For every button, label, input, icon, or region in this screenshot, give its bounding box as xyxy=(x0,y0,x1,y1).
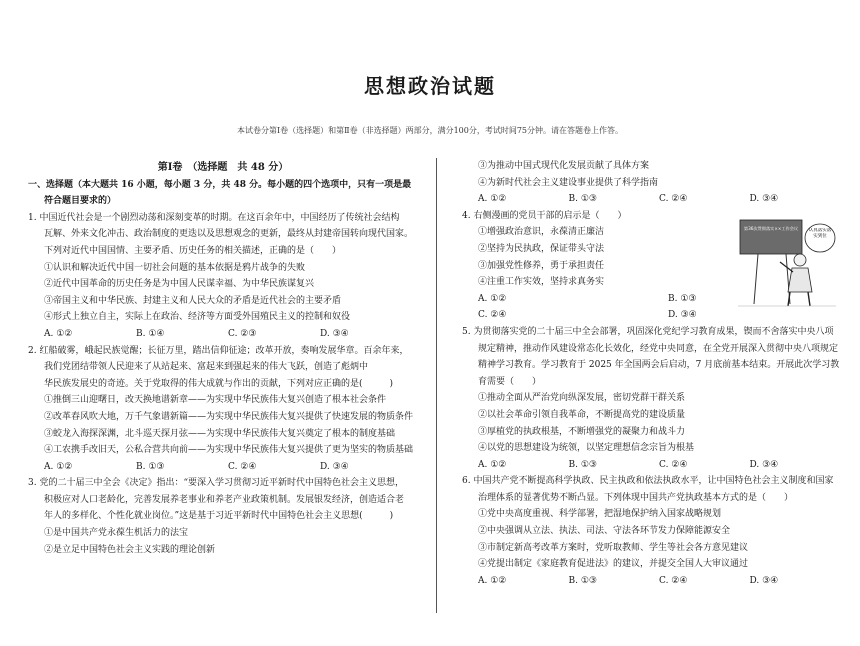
speaker-figure xyxy=(794,254,806,266)
question-stem: 育需要（ ） xyxy=(478,376,542,387)
question-5 xyxy=(462,324,840,473)
option-c: C. ②④ xyxy=(659,459,688,470)
question-stem: 华民族发展史的奇迹。关于党取得的伟大成就与作出的贡献，下列对应正确的是( ) xyxy=(44,378,394,389)
question-stem: 积极应对人口老龄化，完善发展养老事业和养老产业政策机制。发展银发经济，创造适合老 xyxy=(44,494,405,505)
option-a: A. ①② xyxy=(478,194,507,205)
statement-item: ①党中央高度重视、科学部署，把湿地保护纳入国家战略规划 xyxy=(478,509,722,520)
question-stem: 瓦解、外来文化冲击、政治制度的更迭以及思想观念的更新，最终从封建帝国转向现代国家。 xyxy=(44,229,414,240)
statement-item: ③帝国主义和中华民族、封建主义和人民大众的矛盾是近代社会的主要矛盾 xyxy=(44,295,342,306)
statement-item: ②中央强调从立法、执法、司法、守法各环节发力保障能源安全 xyxy=(478,526,731,537)
statement-item: ③厚植党的执政根基，不断增强党的凝聚力和战斗力 xyxy=(478,426,686,437)
statement-item: ③市制定新高考改革方案时，党听取教师、学生等社会各方意见建议 xyxy=(478,542,749,553)
left-column xyxy=(28,160,418,558)
statement-item: ④党提出制定《家庭教育促进法》的建议，并提交全国人大审议通过 xyxy=(478,559,749,570)
statement-item: ②坚持为民执政，保证带头守法 xyxy=(478,243,605,254)
question-stem: 5. 为贯彻落实党的二十届三中全会部署，巩固深化党纪学习教育成果，锲而不舍落实中央八项 xyxy=(462,326,834,337)
statement-item: ①推动全面从严治党向纵深发展，密切党群干群关系 xyxy=(478,393,686,404)
question-type-line: 符合题目要求的） xyxy=(44,196,117,207)
right-column xyxy=(462,158,840,589)
option-b: B. ①③ xyxy=(568,575,597,586)
answer-options xyxy=(462,307,840,324)
statement-item: ③加强党性修养，勇于承担责任 xyxy=(478,260,605,271)
question-type-line: 一、选择题（本大题共 16 小题，每小题 3 分，共 48 分。每小题的四个选项中，只有一项是最 xyxy=(28,179,412,190)
answer-options xyxy=(462,457,840,474)
statement-item: ②近代中国革命的历史任务是为中国人民谋幸福、为中华民族谋复兴 xyxy=(44,279,315,290)
statement-item: ④注重工作实效，坚持求真务实 xyxy=(478,277,605,288)
option-a: A. ①② xyxy=(478,293,507,304)
statement-item: ①增强政治意识，永葆清正廉洁 xyxy=(478,227,605,238)
option-b: B. ①④ xyxy=(136,328,165,339)
question-stem: 治理体系的显著优势不断凸显。下列体现中国共产党执政基本方式的是（ ） xyxy=(478,492,794,503)
statement-item: ②改革春风吹大地，万千气象谱新篇——为实现中华民族伟大复兴提供了快速发展的物质条件 xyxy=(44,411,414,422)
option-c: C. ②③ xyxy=(228,328,257,339)
question-stem: 6. 中国共产党不断提高科学执政、民主执政和依法执政水平，让中国特色社会主义制度和国家 xyxy=(462,476,834,487)
option-b: B. ①③ xyxy=(568,194,597,205)
option-a: A. ①② xyxy=(478,459,507,470)
question-4 xyxy=(462,208,840,324)
answer-options xyxy=(462,191,840,208)
exam-title: 思想政治试题 xyxy=(364,74,496,98)
option-a: A. ①② xyxy=(44,328,73,339)
section-heading: 第Ⅰ卷 （选择题 共 48 分） xyxy=(157,162,289,173)
option-c: C. ②④ xyxy=(659,194,688,205)
option-d: D. ③④ xyxy=(749,575,779,586)
statement-item: ④为新时代社会主义建设事业提供了科学指南 xyxy=(478,177,659,188)
statement-item: ③蛟龙入海探深渊，北斗巡天探月弦——为实现中华民族伟大复兴奠定了根本的制度基础 xyxy=(44,428,396,439)
option-a: A. ①② xyxy=(44,461,73,472)
answer-options xyxy=(28,459,418,476)
question-1 xyxy=(28,210,418,343)
option-d: D. ③④ xyxy=(320,328,349,339)
option-b: B. ①③ xyxy=(136,461,165,472)
cartoon-illustration xyxy=(738,214,836,308)
question-stem: 1. 中国近代社会是一个剧烈动荡和深刻变革的时期。在这百余年中，中国经历了传统社会结构 xyxy=(28,212,400,223)
question-stem: 2. 红船破雾，峨起民族觉醒；长征万里，踏出信仰征途；改革开放，奏响发展华章。百余年来， xyxy=(28,345,409,356)
statement-item: ④形式上独立自主，实际上在政治、经济等方面受外国殖民主义的控制和奴役 xyxy=(44,312,351,323)
question-2 xyxy=(28,343,418,476)
question-3 xyxy=(28,475,418,558)
option-d: D. ③④ xyxy=(749,459,779,470)
answer-options xyxy=(28,326,418,343)
option-c: C. ②④ xyxy=(478,310,507,321)
question-3-continued xyxy=(462,158,840,208)
answer-options xyxy=(462,573,840,590)
question-stem: 我们党团结带领人民迎来了从站起来、富起来到强起来的伟大飞跃，创造了彪炳中 xyxy=(44,362,369,373)
statement-item: ③为推动中国式现代化发展贡献了具体方案 xyxy=(478,161,650,171)
option-b: B. ①③ xyxy=(568,459,597,470)
option-d: D. ③④ xyxy=(320,461,349,472)
question-stem: 下列对近代中国国情、主要矛盾、历史任务的相关描述，正确的是（ ） xyxy=(44,245,342,256)
question-stem: 年人的多样化、个性化就业岗位。”这是基于习近平新时代中国特色社会主义思想( ) xyxy=(44,511,394,522)
statement-item: ④工农携手改旧天，公私合营共向前——为实现中华民族伟大复兴提供了更为坚实的物质基础 xyxy=(44,445,414,456)
question-6 xyxy=(462,473,840,589)
statement-item: ①推倒三山迎曙日，改天换地谱新章——为实现中华民族伟大复兴创造了根本社会条件 xyxy=(44,395,387,406)
statement-item: ②以社会革命引领自我革命，不断提高党的建设质量 xyxy=(478,409,686,420)
question-stem: 3. 党的二十届三中全会《决定》指出：“要深入学习贯彻习近平新时代中国特色社会主义思想， xyxy=(28,478,405,489)
option-a: A. ①② xyxy=(478,575,507,586)
question-stem: 规定精神，推动作风建设常态化长效化，经党中央同意，在全党开展深入贯彻中央八项规定 xyxy=(478,343,839,354)
board-text: 第36次贯彻落实××工作会议 xyxy=(743,225,799,231)
option-b: B. ①③ xyxy=(668,293,697,304)
question-stem: 4. 右侧漫画的党员干部的启示是（ ） xyxy=(462,210,627,221)
option-c: C. ②④ xyxy=(228,461,257,472)
statement-item: ①是中国共产党永葆生机活力的法宝 xyxy=(44,528,189,539)
option-d: D. ③④ xyxy=(749,194,779,205)
statement-item: ①认识和解决近代中国一切社会问题的基本依据是鸦片战争的失败 xyxy=(44,262,306,273)
column-divider xyxy=(436,158,437,613)
bubble-text: 认真落实落实到位 xyxy=(808,227,832,239)
exam-instructions: 本试卷分第Ⅰ卷（选择题）和第Ⅱ卷（非选择题）两部分，满分100分，考试时间75分钟。请在答题卷上作答。 xyxy=(236,126,624,135)
option-c: C. ②④ xyxy=(659,575,688,586)
question-stem: 精神学习教育。学习教育于 2025 年全国两会后启动，7 月底前基本结束。开展此次学习教 xyxy=(478,360,840,371)
option-d: D. ③④ xyxy=(668,310,697,321)
statement-item: ②是立足中国特色社会主义实践的理论创新 xyxy=(44,544,216,555)
statement-item: ④以党的思想建设为统领，以坚定理想信念宗旨为根基 xyxy=(478,443,695,454)
